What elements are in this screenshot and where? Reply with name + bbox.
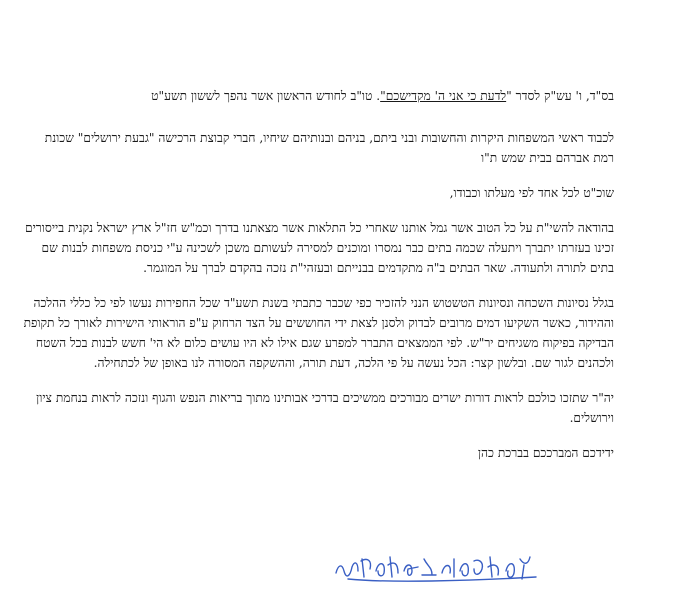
date-underlined: לדעת כי אני ה' מקדישכם": [380, 89, 507, 103]
paragraph-thanks: בהודאה להשי"ת על כל הטוב אשר גמל אותנו שאחרי כל התלאות אשר מצאתנו בדרך וכמ"ש חז"ל ארץ ישראל נקנית בייסורים זכינו בעזרתו יתברך ויתעלה שכמה בתים כבר נמסרו ומוכנים למסירה לעשותם משכן לשכינה ע"י כניסת משפחות לבנות שם בתים לתורה ולתעודה. שאר הבתים ב"ה מתקדמים בבנייתם ובעזהי"ת נזכה בהקדם לברך על המוגמר.: [25, 221, 614, 275]
closing-line: ידידכם המברככם בברכת כהן: [477, 446, 614, 460]
handwritten-signature: [328, 547, 546, 585]
paragraph-excavations: בגלל נסיונות השכחה ונסיונות הטשטוש הנני להזכיר כפי שכבר כתבתי בשנת תשע"ד שכל החפירות נעשו לפי כל כללי ההלכה וההידור, כאשר השקיעו דמים מרובים לבדוק ולסנן לצאת ידי החוששים על הצד הרחוק ע"פ הוראותי הישירות לאורך כל תקופת הבדיקה בפיקוח משגיחים יר"ש. לפי הממצאים התברר למפרע שגם אילו לא היו עושים כלום לא הי' חשש לבנות בכל השטח ולכהנים לגור שם. ובלשון קצר: הכל נעשה על פי הלכה, דעת תורה, וההשקפה המסורה לנו באופן של לכתחילה.: [23, 296, 614, 370]
letter-body: [22, 86, 614, 463]
date-prefix: בס"ד, ו' עש"ק לסדר ": [506, 89, 614, 103]
signature-scribble-icon: [328, 547, 546, 585]
date-line: [22, 86, 614, 106]
paragraph-blessing: יה"ר שתזכו כולכם לראות דורות ישרים מבורכים ממשיכים בדרכי אבותינו מתוך בריאות הנפש והגוף ונזכה לראות בנחמת ציון וירושלים.: [36, 391, 614, 425]
greeting: שוכ"ט לכל אחד לפי מעלתו וכבודו,: [449, 186, 614, 200]
addressee: לכבוד ראשי המשפחות היקרות והחשובות ובני ביתם, בניהם ובנותיהם שיחיו, חברי קבוצת הרכישה "גבעת ירושלים" שכונת רמת אברהם בבית שמש ת"ו: [44, 131, 614, 165]
date-suffix: . טו"ב לחודש הראשון אשר נהפך לששון תשע"ט: [151, 89, 381, 103]
